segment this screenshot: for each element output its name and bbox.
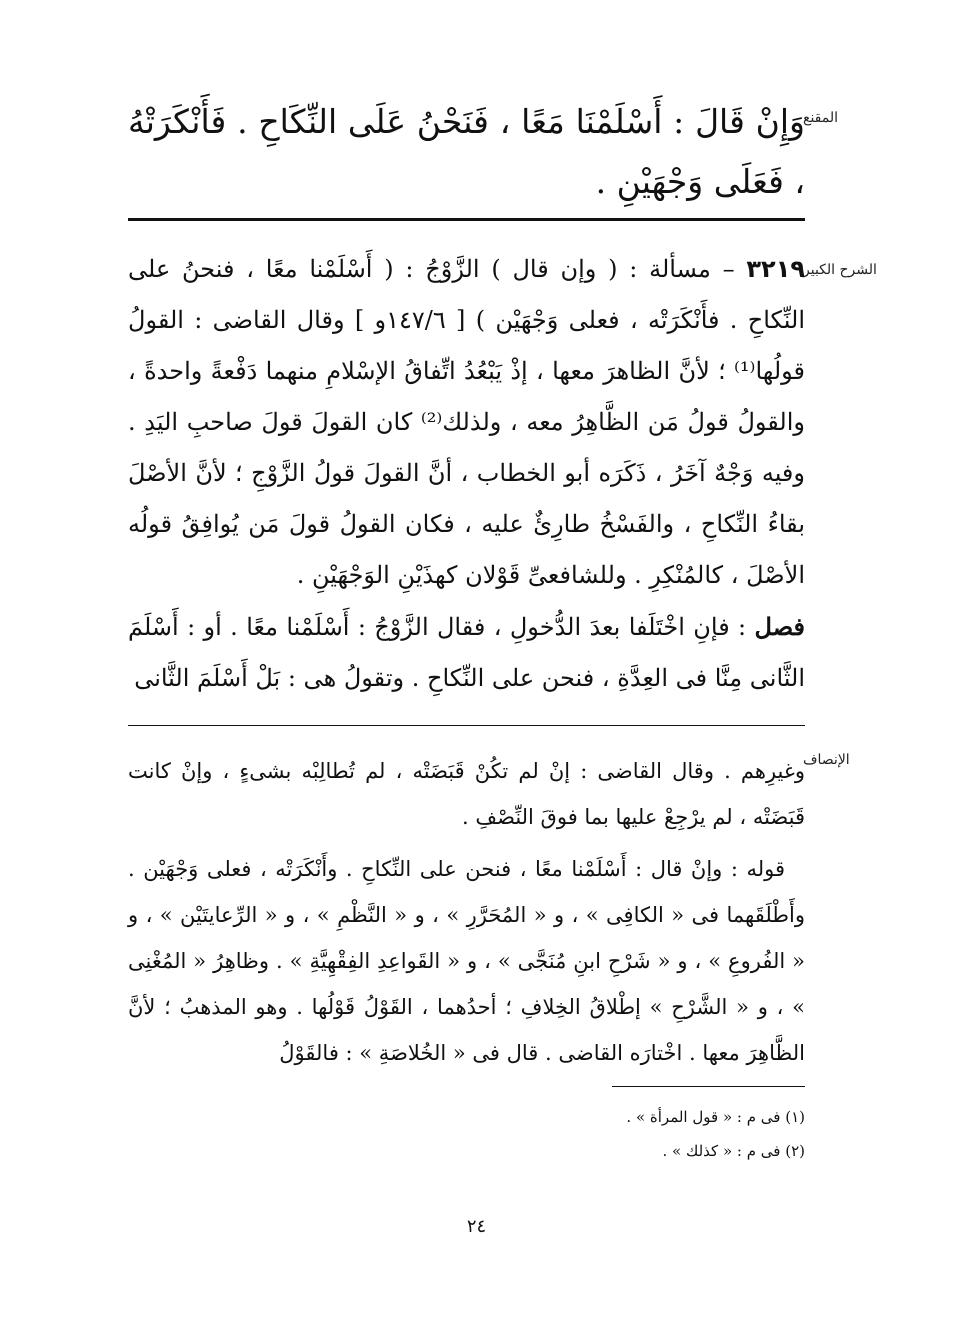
section-divider-thick: [128, 218, 805, 221]
fasl-paragraph: [128, 601, 805, 704]
matn-text: وَإِنْ قَالَ : أَسْلَمْنَا مَعًا ، فَنَحْنُ عَلَى النِّكَاحِ . فَأَنْكَرَتْهُ ، فَعَلَى وَجْهَيْنِ .: [128, 102, 805, 201]
insaf-text-block: [128, 748, 805, 1076]
fasl-paragraph-text: : فإنِ اخْتَلَفا بعدَ الدُّخولِ ، فقال الزَّوْجُ : أَسْلَمْنا معًا . أو : أَسْلَمَ الثَّانى مِنَّا فى العِدَّةِ ، فنحن على النِّكاحِ . وتقولُ هى : بَلْ أَسْلَمَ الثَّانى: [128, 613, 805, 692]
footnotes: [128, 1100, 805, 1168]
insaf-paragraph-2: قوله : وإنْ قال : أَسْلَمْنا معًا ، فنحن على النِّكاحِ . وأَنْكَرَتْه ، فعلى وَجْهَيْن . وأَطْلَقَهما فى « الكافِى » ، و « المُحَرَّرِ » ، و « النَّظْمِ » ، و « الرِّعايتَيْن » ، و « الفُروعِ » ، و « شَرْحِ ابنِ مُنَجَّى » ، و « القَواعِدِ الفِقْهِيَّةِ » . وظاهِرُ « المُغْنِى » ، و « الشَّرْحِ » إطْلاقُ الخِلافِ ؛ أحدُهما ، القَوْلُ قَوْلُها . وهو المذهبُ ؛ لأنَّ الظَّاهِرَ معها . اخْتارَه القاضى . قال فى « الخُلاصَةِ » : فالقَوْلُ: [128, 857, 805, 1065]
matn-text-block: [128, 92, 805, 212]
fasl-heading: فصل: [754, 612, 805, 641]
section-label-muqni: المقنع: [803, 110, 839, 126]
sharh-text-block: [128, 244, 805, 704]
sharh-paragraph: [128, 244, 805, 601]
insaf-paragraph-1: وغيرِهم . وقال القاضى : إنْ لم تكُنْ قَبَضَتْه ، لم تُطالِبْه بشىءٍ ، وإنْ كانت قَبَضَتْه ، لم يرْجِعْ عليها بما فوقَ النِّصْفِ .: [128, 759, 805, 829]
issue-number: ٣٢١٩: [746, 255, 805, 283]
footnote-1: (١) فى م : « قول المرأة » .: [626, 1108, 805, 1126]
section-divider-thin: [128, 725, 805, 726]
page-number: ٢٤: [466, 1216, 487, 1237]
footnote-2: (٢) فى م : « كذلك » .: [662, 1142, 805, 1160]
section-label-insaf: الإنصاف: [803, 752, 850, 768]
sharh-paragraph-text: – مسألة : ( وإن قال ) الزَّوْجُ : ( أَسْلَمْنا معًا ، فنحنُ على النِّكاحِ . فأَنْكَرَتْه ، فعلى وَجْهَيْن ) [ ١٤٧/٦و ] وقال القاضى : القولُ قولُها⁽¹⁾ ؛ لأنَّ الظاهرَ معها ، إذْ يَبْعُدُ اتِّفاقُ الإسْلامِ منهما دَفْعةً واحدةً ، والقولُ قولُ مَن الظَّاهِرُ معه ، ولذلك⁽²⁾ كان القولَ قولَ صاحبِ اليَدِ . وفيه وَجْهٌ آخَرُ ، ذَكَرَه أبو الخطاب ، أنَّ القولَ قولُ الزَّوْجِ ؛ لأنَّ الأصْلَ بقاءُ النِّكاحِ ، والفَسْخُ طارِئٌ عليه ، فكان القولُ قولَ مَن يُوافِقُ قولُه الأصْلَ ، كالمُنْكِرِ . وللشافعىِّ قَوْلان كهذَيْنِ الوَجْهَيْنِ .: [128, 255, 805, 589]
footnote-divider: [612, 1086, 805, 1087]
section-label-sharh: الشرح الكبير: [803, 262, 877, 278]
